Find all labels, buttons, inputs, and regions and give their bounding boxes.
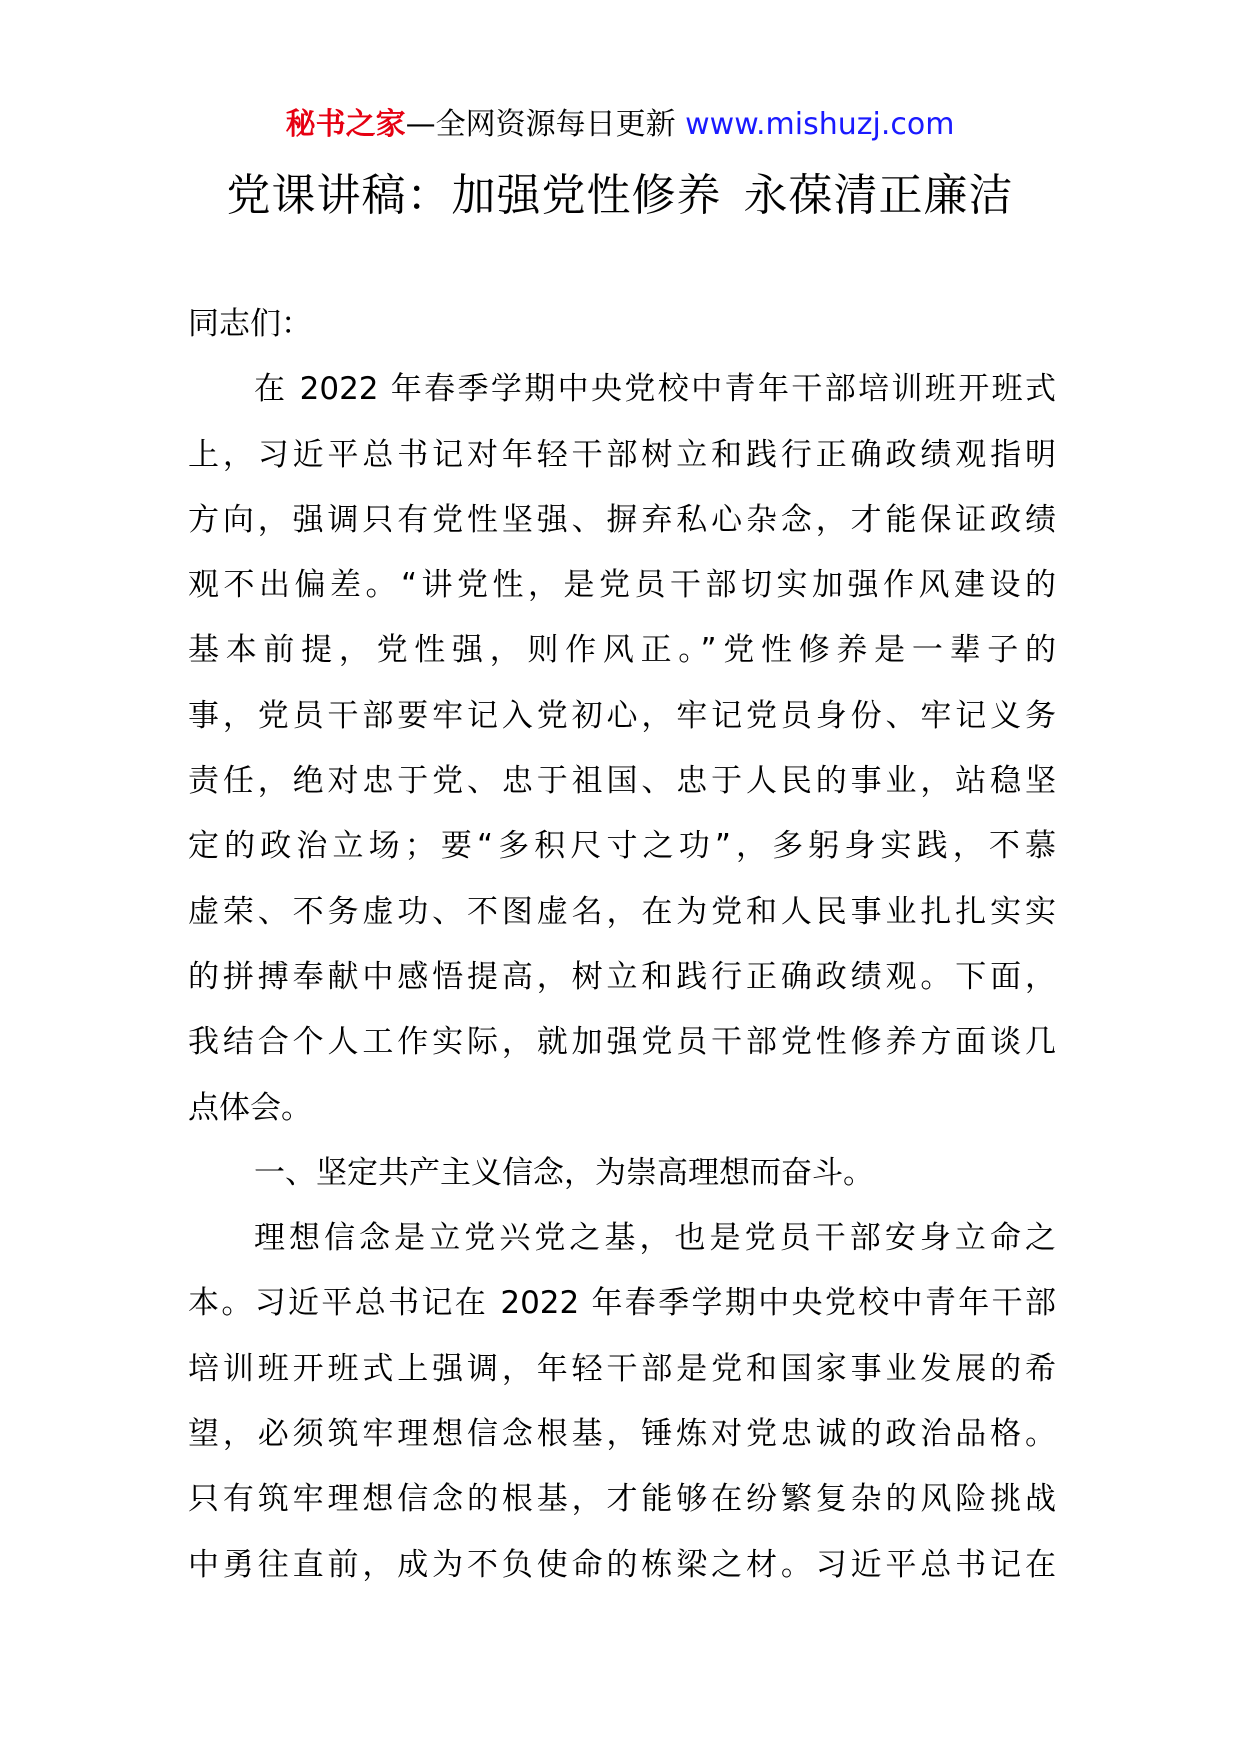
paragraph-line: 观不出偏差。“讲党性，是党员干部切实加强作风建设的 <box>188 567 1056 604</box>
site-tagline: —全网资源每日更新 <box>405 107 686 142</box>
paragraph-line: 基本前提，党性强，则作风正。”党性修养是一辈子的 <box>188 632 1056 669</box>
paragraph-line: 上，习近平总书记对年轻干部树立和践行正确政绩观指明 <box>188 436 1056 473</box>
paragraph-line: 虚荣、不务虚功、不图虚名，在为党和人民事业扎扎实实 <box>188 893 1056 930</box>
paragraph-line: 定的政治立场；要“多积尺寸之功”，多躬身实践，不慕 <box>188 828 1056 865</box>
document-title <box>0 165 1240 227</box>
paragraph-line: 我结合个人工作实际，就加强党员干部党性修养方面谈几 <box>188 1024 1056 1061</box>
salutation: 同志们： <box>188 306 312 342</box>
site-banner <box>0 103 1240 147</box>
paragraph-line: 事，党员干部要牢记入党初心，牢记党员身份、牢记义务 <box>188 697 1056 734</box>
paragraph-line: 中勇往直前，成为不负使命的栋梁之材。习近平总书记在 <box>188 1546 1056 1583</box>
site-brand: 秘书之家 <box>285 107 406 142</box>
paragraph-line: 望，必须筑牢理想信念根基，锤炼对党忠诚的政治品格。 <box>188 1416 1056 1453</box>
paragraph-line: 培训班开班式上强调，年轻干部是党和国家事业发展的希 <box>188 1350 1056 1387</box>
document-title-part1: 党课讲稿：加强党性修养 <box>226 170 722 221</box>
paragraph-line: 在 2022 年春季学期中央党校中青年干部培训班开班式 <box>254 371 1056 408</box>
site-url-link[interactable]: www.mishuzj.com <box>685 107 955 142</box>
section-heading: 一、坚定共产主义信念，为崇高理想而奋斗。 <box>254 1154 874 1191</box>
paragraph-line: 的拼搏奉献中感悟提高，树立和践行正确政绩观。下面， <box>188 958 1056 995</box>
paragraph-line: 点体会。 <box>188 1089 312 1126</box>
document-body <box>188 292 1056 1598</box>
document-title-part2: 永葆清正廉洁 <box>743 170 1014 221</box>
paragraph-line: 理想信念是立党兴党之基，也是党员干部安身立命之 <box>254 1220 1056 1257</box>
paragraph-line: 只有筑牢理想信念的根基，才能够在纷繁复杂的风险挑战 <box>188 1481 1056 1518</box>
paragraph-line: 责任，绝对忠于党、忠于祖国、忠于人民的事业，站稳坚 <box>188 763 1056 800</box>
paragraph-line: 本。习近平总书记在 2022 年春季学期中央党校中青年干部 <box>188 1285 1056 1322</box>
paragraph-line: 方向，强调只有党性坚强、摒弃私心杂念，才能保证政绩 <box>188 501 1056 538</box>
